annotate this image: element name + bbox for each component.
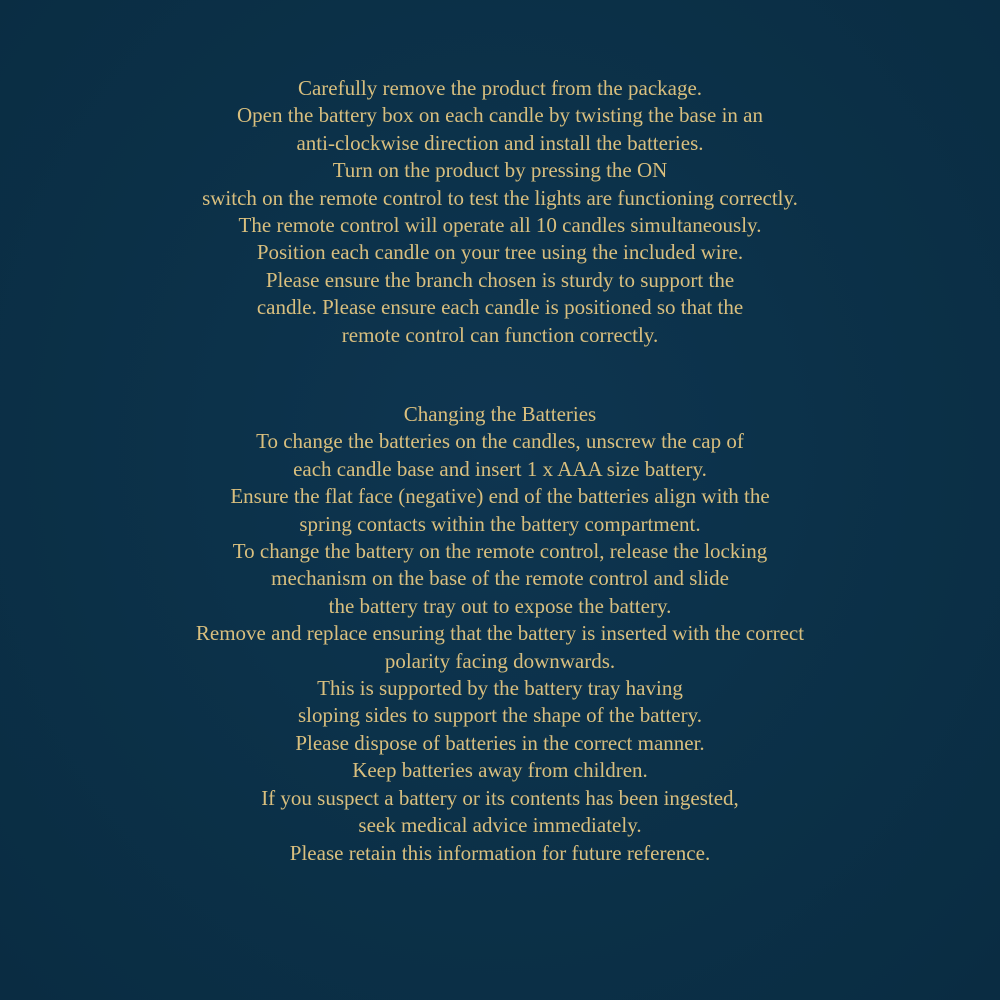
battery-line: If you suspect a battery or its contents has been ingested, — [261, 785, 739, 810]
battery-line: each candle base and insert 1 x AAA size battery. — [293, 456, 707, 481]
instruction-line: Please ensure the branch chosen is sturdy to support the — [265, 267, 735, 292]
battery-line: This is supported by the battery tray having — [317, 676, 683, 701]
setup-instructions — [0, 75, 1000, 349]
battery-line: seek medical advice immediately. — [358, 813, 642, 838]
instruction-line: Position each candle on your tree using the included wire. — [256, 240, 744, 265]
battery-line: sloping sides to support the shape of the battery. — [298, 703, 702, 728]
battery-line: polarity facing downwards. — [384, 648, 616, 673]
battery-line: To change the batteries on the candles, unscrew the cap of — [256, 429, 744, 454]
battery-line: Please dispose of batteries in the correct manner. — [295, 730, 705, 755]
battery-line: mechanism on the base of the remote control and slide — [271, 566, 729, 591]
instruction-line: The remote control will operate all 10 candles simultaneously. — [238, 213, 762, 238]
instruction-line: candle. Please ensure each candle is positioned so that the — [256, 295, 744, 320]
instruction-line: switch on the remote control to test the lights are functioning correctly. — [202, 185, 798, 210]
instruction-line: Open the battery box on each candle by twisting the base in an — [236, 103, 763, 128]
instruction-line: Turn on the product by pressing the ON — [332, 158, 668, 183]
battery-instructions — [0, 401, 1000, 867]
battery-line: the battery tray out to expose the battery. — [328, 593, 672, 618]
battery-line: Remove and replace ensuring that the battery is inserted with the correct — [195, 621, 805, 646]
battery-line: spring contacts within the battery compartment. — [299, 511, 701, 536]
battery-line: Ensure the flat face (negative) end of the batteries align with the — [230, 484, 770, 509]
battery-line: To change the battery on the remote control, release the locking — [232, 539, 768, 564]
battery-line: Please retain this information for future reference. — [289, 840, 711, 865]
instruction-line: remote control can function correctly. — [341, 322, 659, 347]
instruction-line: Carefully remove the product from the package. — [297, 76, 703, 100]
battery-line: Keep batteries away from children. — [352, 758, 648, 783]
section-heading: Changing the Batteries — [403, 402, 597, 426]
instruction-line: anti-clockwise direction and install the batteries. — [296, 130, 704, 155]
